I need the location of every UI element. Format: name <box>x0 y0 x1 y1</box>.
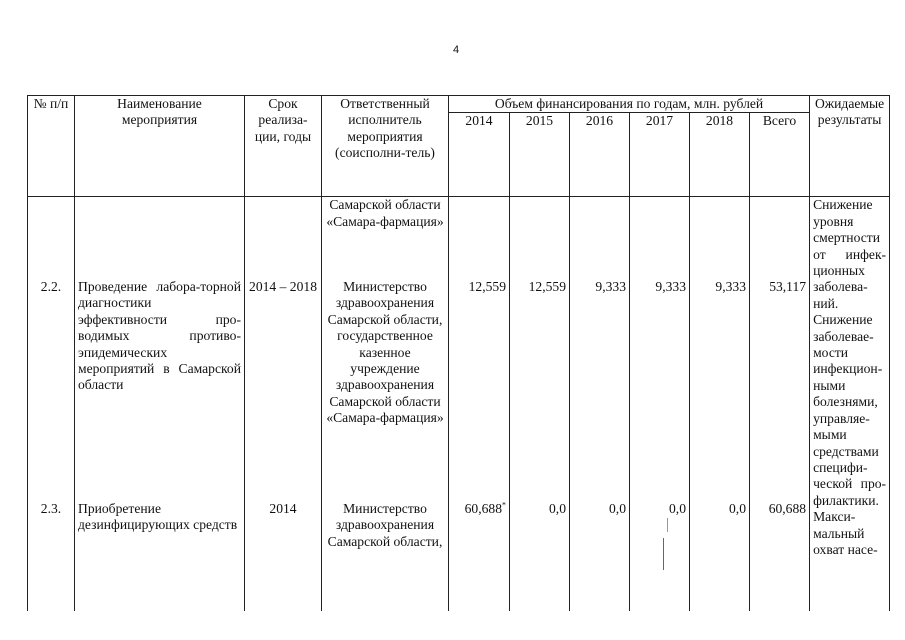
cell-term <box>245 197 322 279</box>
value-text: 60,688 <box>464 500 502 516</box>
cell-value-2018: 0,0 <box>690 501 750 611</box>
header-year-2014: 2014 <box>449 113 510 197</box>
header-results: Ожидаемые результаты <box>810 96 890 197</box>
header-funding: Объем финансирования по годам, млн. рублей <box>449 96 810 113</box>
table-row-continuation <box>28 197 890 279</box>
page-number: 4 <box>453 44 460 56</box>
cell-value <box>570 197 630 279</box>
cell-value <box>750 197 810 279</box>
cell-value <box>510 197 570 279</box>
cell-value-2015: 12,559 <box>510 279 570 501</box>
cell-executor: Министерство здравоохранения Самарской области, государственное казенное учреждение здравоохранения Самарской области «Самара-фармация» <box>322 279 449 501</box>
header-name: Наименование мероприятия <box>75 96 245 197</box>
header-year-2015: 2015 <box>510 113 570 197</box>
cell-results: Снижение уровня смертности от инфек-ционных заболева-ний. Снижение заболевае-мости инфекцион-ными болезнями, управляе-мыми средствами специфи-ческой про-филактики. Макси-мальный охват насе- <box>810 197 890 611</box>
cell-value-2017: 0,0 <box>630 501 690 611</box>
cell-num <box>28 197 75 279</box>
cell-executor: Министерство здравоохранения Самарской области, <box>322 501 449 611</box>
cell-value <box>630 197 690 279</box>
cell-num: 2.3. <box>28 501 75 611</box>
header-year-2016: 2016 <box>570 113 630 197</box>
header-row-1 <box>28 96 890 113</box>
cell-value <box>449 197 510 279</box>
cell-term: 2014 <box>245 501 322 611</box>
scan-artifact-mark <box>663 538 664 570</box>
cell-num: 2.2. <box>28 279 75 501</box>
cell-name: Проведение лабора-торной диагностики эффективности про-водимых противо-эпидемических мероприятий в Самарской области <box>75 279 245 501</box>
header-num: № п/п <box>28 96 75 197</box>
cell-value <box>690 197 750 279</box>
header-total: Всего <box>750 113 810 197</box>
footnote-mark: * <box>502 500 506 510</box>
cell-term: 2014 – 2018 <box>245 279 322 501</box>
header-term: Срок реализа-ции, годы <box>245 96 322 197</box>
cell-executor: Самарской области «Самара-фармация» <box>322 197 449 279</box>
header-year-2017: 2017 <box>630 113 690 197</box>
header-executor: Ответственный исполнитель мероприятия (соисполни-тель) <box>322 96 449 197</box>
scan-artifact-mark <box>667 518 668 532</box>
cell-value-2018: 9,333 <box>690 279 750 501</box>
table-row <box>28 279 890 501</box>
header-year-2018: 2018 <box>690 113 750 197</box>
cell-value-total: 60,688 <box>750 501 810 611</box>
table-row <box>28 501 890 611</box>
cell-value-2016: 0,0 <box>570 501 630 611</box>
cell-value-2014 <box>449 501 510 611</box>
cell-value-total: 53,117 <box>750 279 810 501</box>
cell-name: Приобретение дезинфицирующих средств <box>75 501 245 611</box>
cell-value-2014: 12,559 <box>449 279 510 501</box>
cell-value-2017: 9,333 <box>630 279 690 501</box>
funding-table-container <box>27 95 889 611</box>
cell-value-2016: 9,333 <box>570 279 630 501</box>
cell-name <box>75 197 245 279</box>
funding-table <box>27 95 890 611</box>
cell-value-2015: 0,0 <box>510 501 570 611</box>
